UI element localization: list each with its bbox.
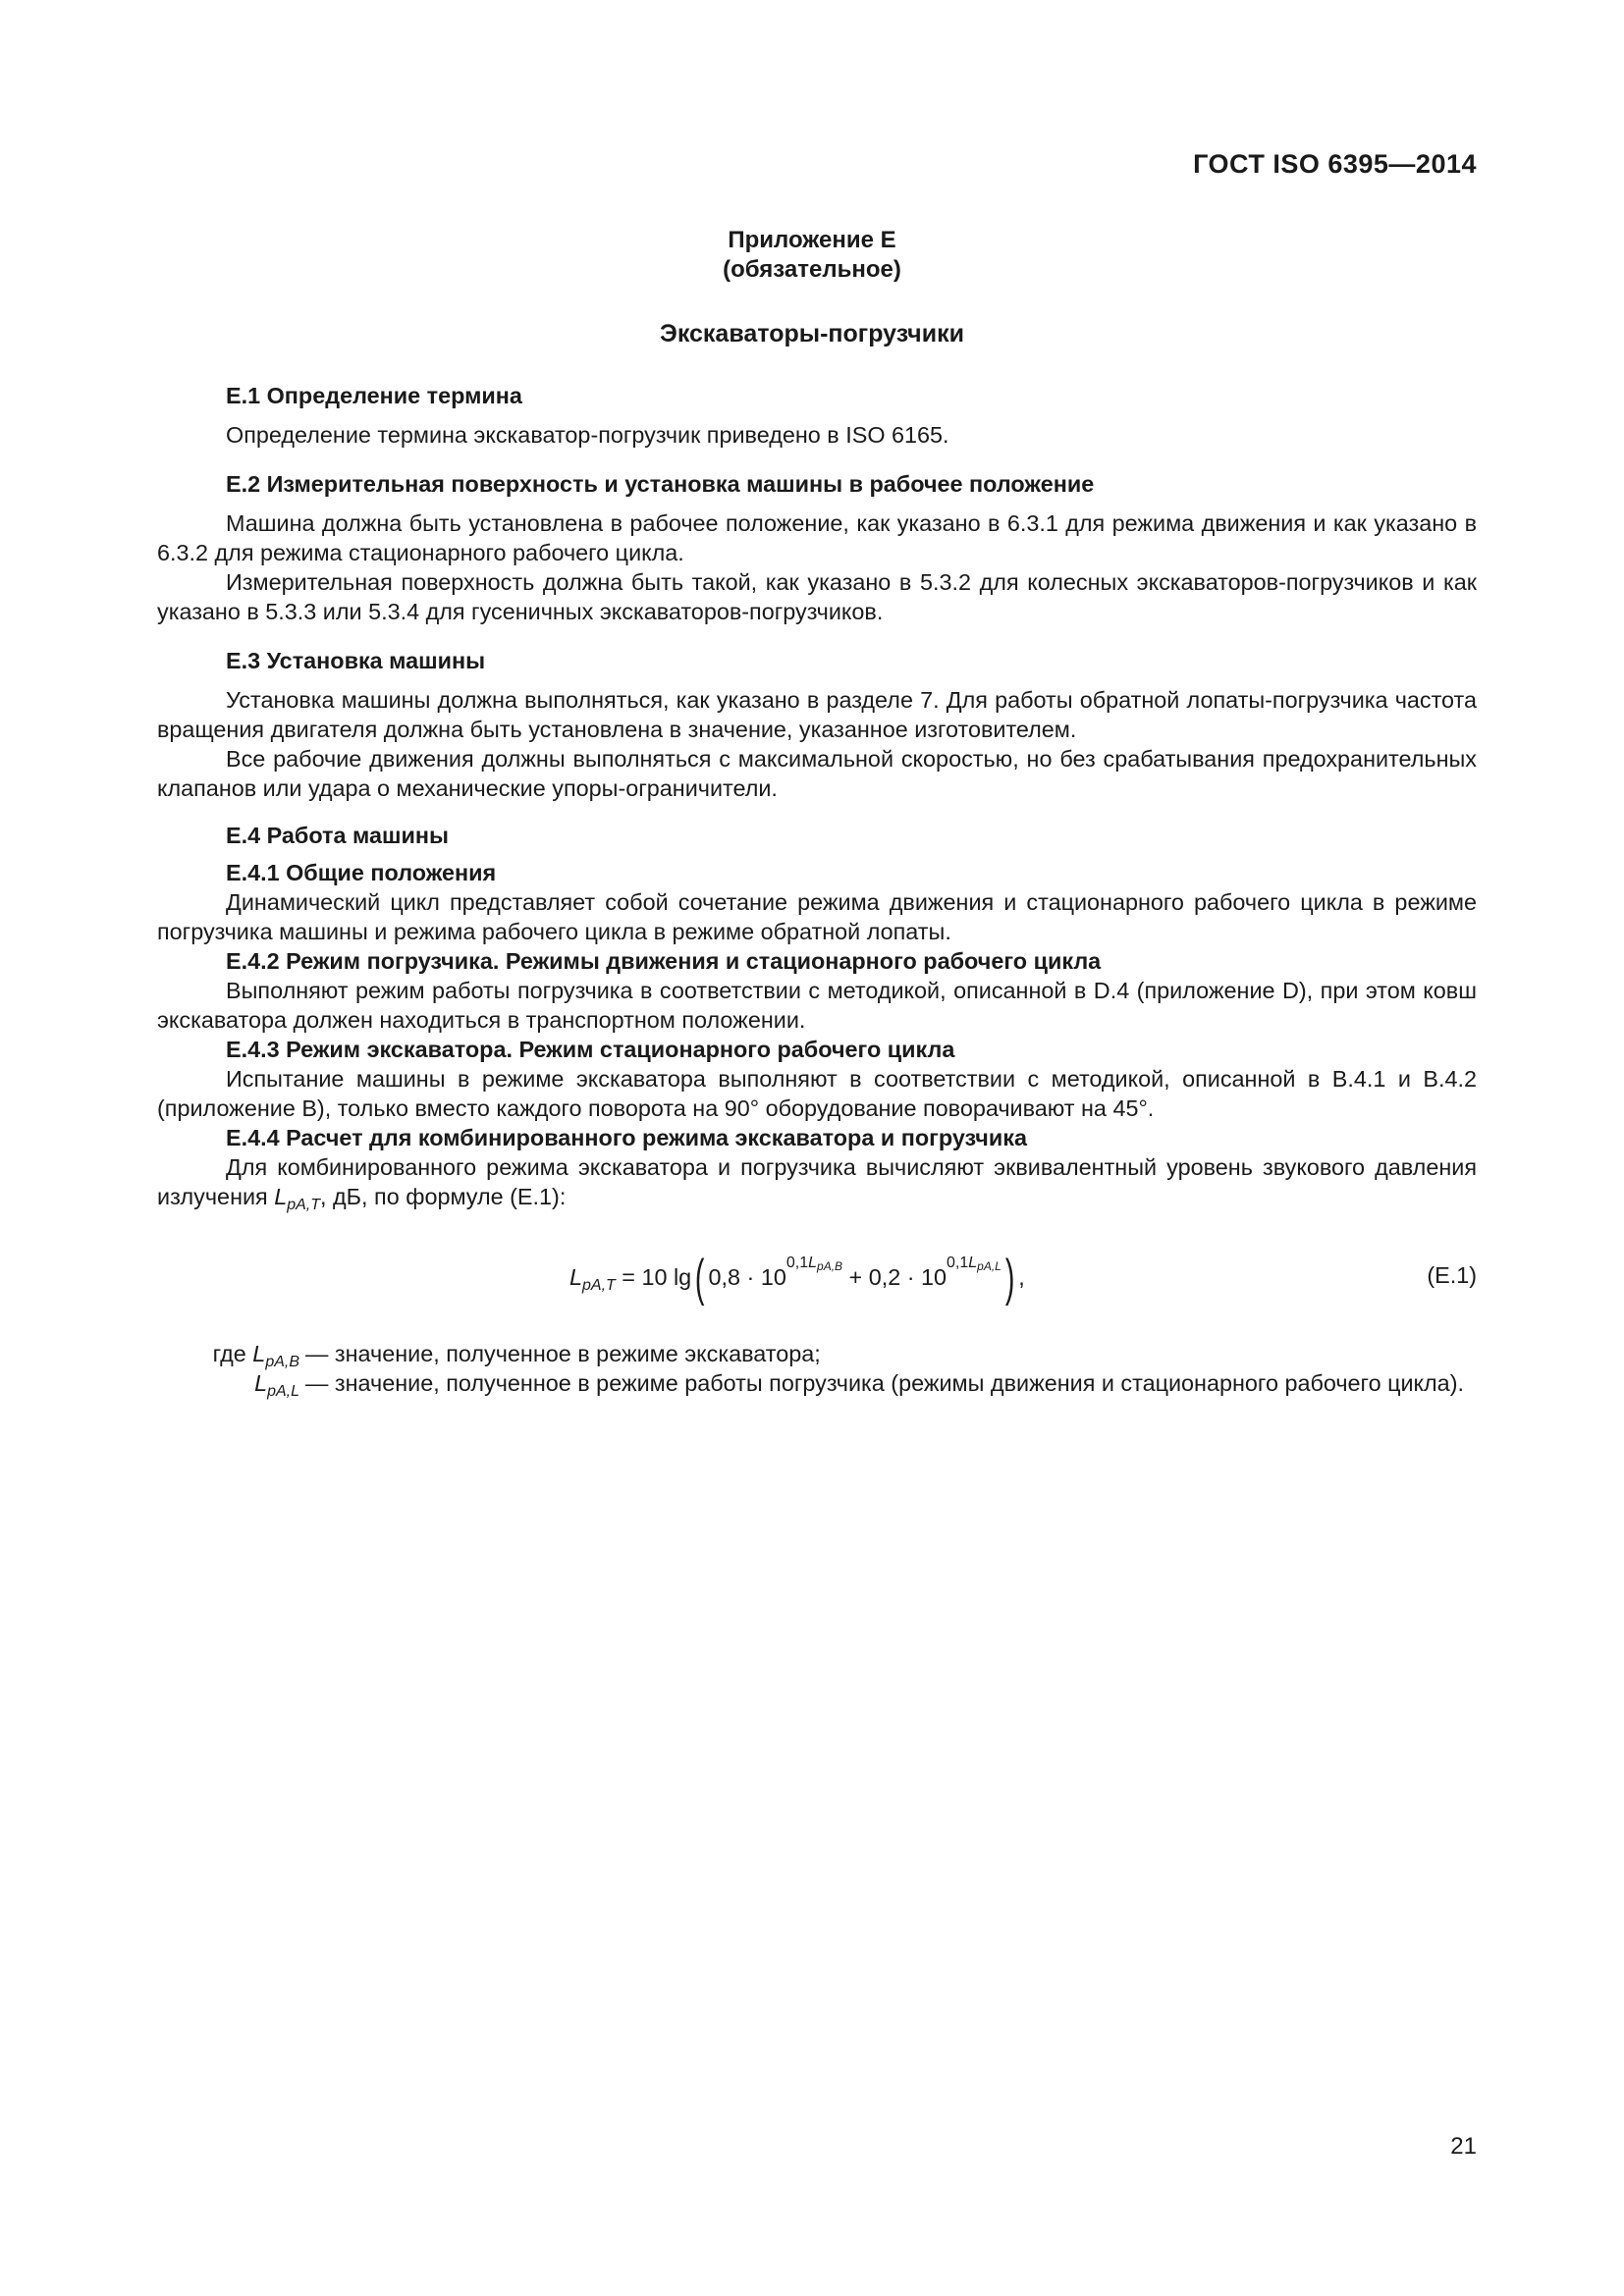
section-e3 bbox=[157, 646, 1477, 803]
subsection-heading: Е.4.4 Расчет для комбинированного режима экскаватора и погрузчика bbox=[226, 1125, 1027, 1150]
paren-close: ) bbox=[1004, 1250, 1015, 1307]
standard-code: ГОСТ ISO 6395—2014 bbox=[1193, 149, 1477, 179]
paragraph: Измерительная поверхность должна быть такой, как указано в 5.3.2 для колесных экскаваторов-погрузчиков и как указано в 5.3.3 или 5.3.4 для гусеничных экскаваторов-погрузчиков. bbox=[157, 569, 1477, 624]
paragraph bbox=[157, 1152, 1477, 1211]
paragraph-text: Для комбинированного режима экскаватора и погрузчика вычисляют эквивалентный уровень звукового давления излучения bbox=[157, 1154, 1477, 1209]
paragraph: Динамический цикл представляет собой сочетание режима движения и стационарного рабочего цикла в режиме погрузчика машины и режима рабочего цикла в режиме обратной лопаты. bbox=[157, 889, 1477, 944]
symbol-subscript: pA,T bbox=[287, 1197, 321, 1213]
section-e4 bbox=[157, 821, 1477, 1211]
formula-exponent-2: 0,1LpA,L bbox=[947, 1255, 1001, 1273]
formula-lhs-subscript: pA,T bbox=[582, 1277, 616, 1294]
legend-symbol: $L_{pA,L}$ bbox=[254, 1370, 299, 1400]
formula-term-2: + 0,2 · 10 bbox=[842, 1264, 947, 1290]
legend-symbol: где $L_{pA,B}$ bbox=[212, 1341, 299, 1370]
section-heading: Е.4 Работа машины bbox=[226, 823, 450, 848]
paragraph: Определение термина экскаватор-погрузчик приведено в ISO 6165. bbox=[226, 422, 949, 448]
section-heading: Е.3 Установка машины bbox=[226, 648, 486, 673]
section-e2 bbox=[157, 469, 1477, 626]
subsection-heading: Е.4.1 Общие положения bbox=[226, 860, 497, 885]
legend-text: — значение, полученное в режиме экскаватора; bbox=[305, 1341, 821, 1366]
subsection-heading: Е.4.3 Режим экскаватора. Режим стационарного рабочего цикла bbox=[226, 1037, 955, 1062]
symbol: L bbox=[274, 1184, 288, 1209]
paragraph: Установка машины должна выполняться, как указано в разделе 7. Для работы обратной лопаты-погрузчика частота вращения двигателя должна быть установлена в значение, указанное изготовителем. bbox=[157, 687, 1477, 742]
formula-number: (Е.1) bbox=[1427, 1262, 1477, 1288]
paragraph: Испытание машины в режиме экскаватора выполняют в соответствии с методикой, описанной в В.4.1 и В.4.2 (приложение В), только вместо каждого поворота на 90° оборудование поворачивают на 45°. bbox=[157, 1066, 1477, 1121]
annex-heading bbox=[0, 226, 1624, 285]
formula-e1 bbox=[157, 1239, 1477, 1308]
subsection-heading: Е.4.2 Режим погрузчика. Режимы движения и стационарного рабочего цикла bbox=[226, 948, 1102, 974]
section-e1 bbox=[157, 381, 1477, 450]
legend-row bbox=[157, 1339, 1477, 1368]
formula-tail: , bbox=[1018, 1264, 1025, 1290]
formula-legend bbox=[157, 1339, 1477, 1398]
formula-lhs: L bbox=[569, 1264, 583, 1290]
legend-row bbox=[157, 1368, 1477, 1398]
paragraph: Машина должна быть установлена в рабочее положение, как указано в 6.3.1 для режима движения и как указано в 6.3.2 для режима стационарного рабочего цикла. bbox=[157, 510, 1477, 565]
paragraph: Все рабочие движения должны выполняться с максимальной скоростью, но без срабатывания предохранительных клапанов или удара о механические упоры-ограничители. bbox=[157, 746, 1477, 801]
paragraph-text: , дБ, по формуле (Е.1): bbox=[320, 1184, 567, 1209]
section-heading: Е.1 Определение термина bbox=[226, 383, 522, 408]
paragraph: Выполняют режим работы погрузчика в соответствии с методикой, описанной в D.4 (приложение D), при этом ковш экскаватора должен находиться в транспортном положении. bbox=[157, 978, 1477, 1033]
formula-exponent-1: 0,1LpA,B bbox=[785, 1255, 843, 1273]
legend-text: — значение, полученное в режиме работы погрузчика (режимы движения и стационарного рабочего цикла). bbox=[305, 1370, 1464, 1396]
annex-label: Приложение Е bbox=[728, 227, 896, 253]
section-heading: Е.2 Измерительная поверхность и установка машины в рабочее положение bbox=[226, 471, 1095, 497]
paren-open: ( bbox=[695, 1250, 705, 1307]
formula-expression bbox=[569, 1249, 1025, 1308]
annex-status: (обязательное) bbox=[723, 256, 901, 283]
page-number: 21 bbox=[1450, 2133, 1477, 2160]
annex-title: Экскаваторы-погрузчики bbox=[660, 320, 964, 347]
formula-eq: = 10 lg bbox=[615, 1264, 692, 1290]
formula-term-1: 0,8 · 10 bbox=[708, 1264, 786, 1290]
